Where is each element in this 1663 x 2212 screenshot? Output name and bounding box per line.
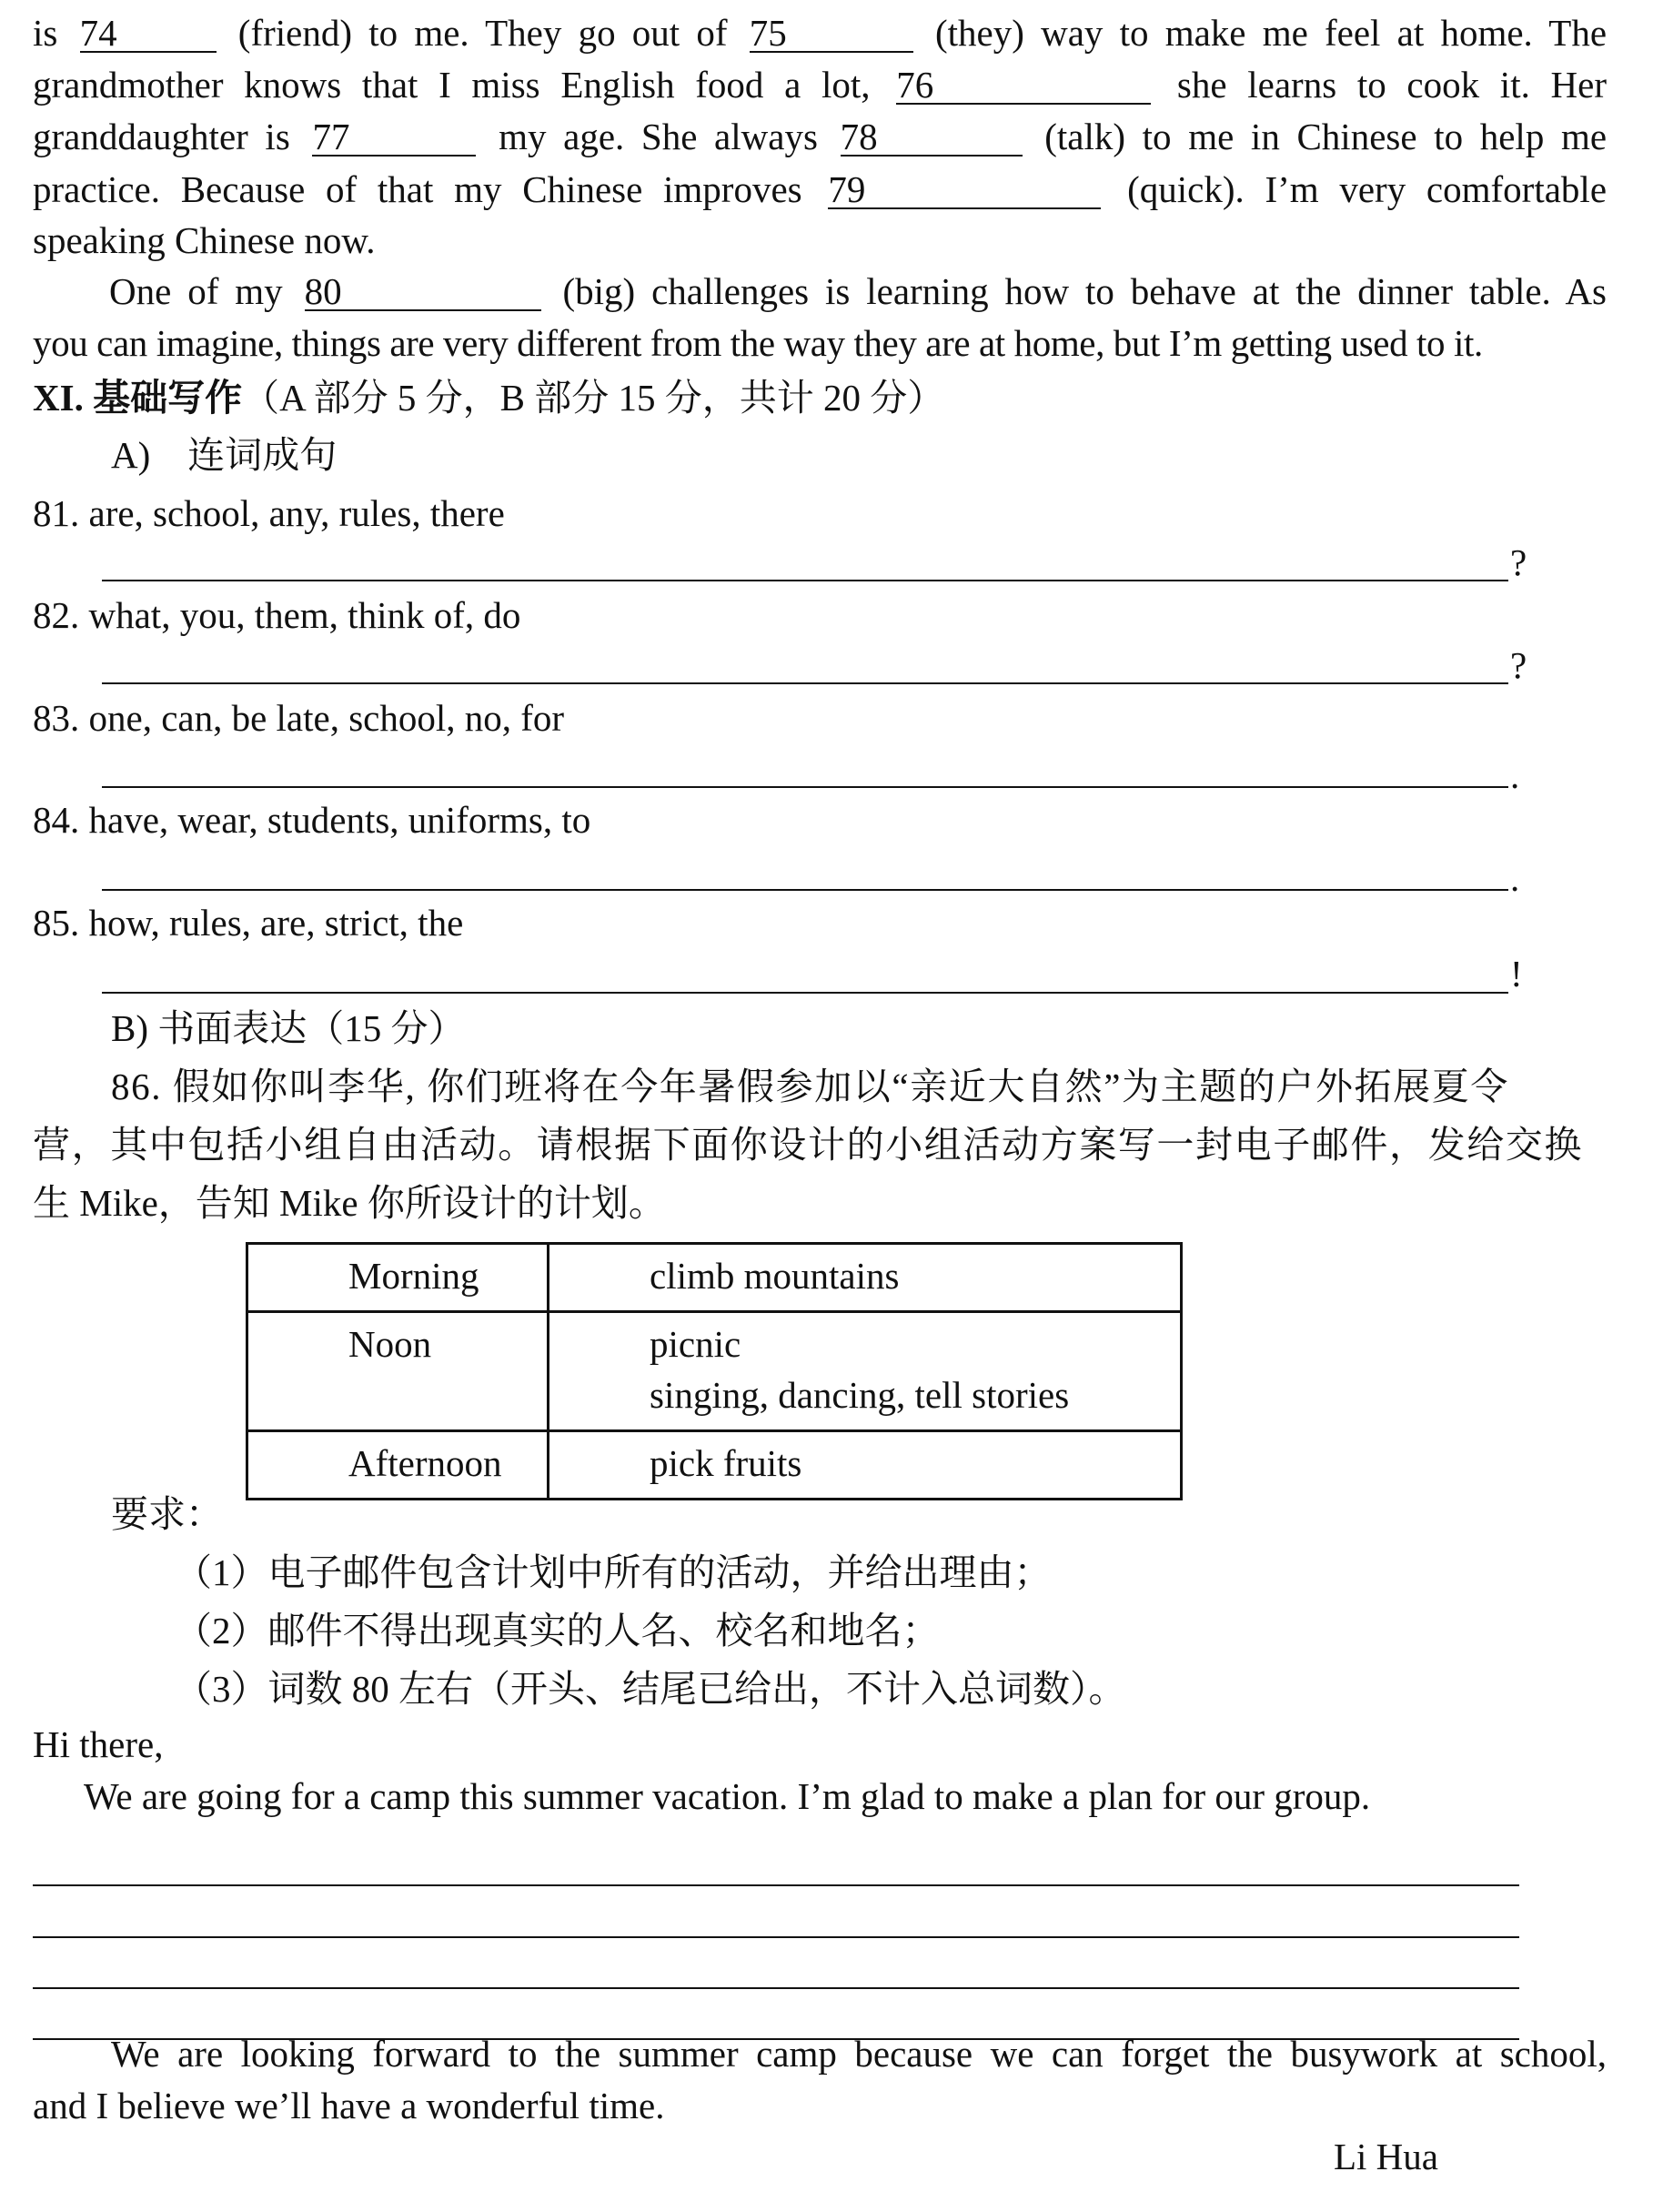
requirement-2: （2）邮件不得出现真实的人名、校名和地名；	[175, 1610, 940, 1651]
question-82: 82. what, you, them, think of, do	[33, 594, 521, 636]
answer-line-84[interactable]	[102, 889, 1508, 891]
table-row	[247, 1431, 1182, 1500]
blank-77: 77	[312, 118, 476, 157]
question-81: 81. are, school, any, rules, there	[33, 492, 505, 534]
passage-line-6	[109, 269, 1607, 313]
section-title: 基础写作	[93, 377, 243, 419]
blank-79: 79	[828, 171, 1101, 209]
letter-opening: We are going for a camp this summer vacation. I’m glad to make a plan for our group.	[84, 1775, 1371, 1817]
blank-74: 74	[80, 15, 217, 53]
plan-activity	[549, 1312, 1182, 1431]
requirements-title: 要求：	[111, 1493, 223, 1535]
part-b-heading: B) 书面表达（15 分）	[111, 1007, 466, 1049]
passage-text: (talk) to me in Chinese to help me	[1044, 116, 1608, 157]
question-84: 84. have, wear, students, uniforms, to	[33, 799, 591, 841]
plan-time: Morning	[247, 1244, 549, 1312]
answer-end-81: ?	[1510, 541, 1527, 583]
passage-text: One of my	[109, 270, 283, 312]
answer-line-83[interactable]	[102, 786, 1508, 788]
question-83: 83. one, can, be late, school, no, for	[33, 697, 565, 739]
passage-line-7: you can imagine, things are very different from the way they are at home, but I’m getting used to it.	[33, 322, 1483, 364]
requirement-3: （3）词数 80 左右（开头、结尾已给出，不计入总词数）。	[175, 1668, 1126, 1710]
question-85: 85. how, rules, are, strict, the	[33, 902, 464, 944]
passage-line-3	[33, 115, 1607, 158]
passage-line-4	[33, 167, 1607, 211]
answer-end-84: .	[1510, 857, 1520, 899]
letter-closing-1: We are looking forward to the summer camp because we can forget the busywork at school,	[111, 2033, 1607, 2075]
requirement-1: （1）电子邮件包含计划中所有的活动，并给出理由；	[175, 1551, 1052, 1593]
blank-76: 76	[896, 66, 1151, 105]
plan-time: Afternoon	[247, 1431, 549, 1500]
passage-text: (friend) to me. They go out of	[237, 12, 728, 54]
part-a-heading: A) 连词成句	[111, 434, 338, 476]
writing-line[interactable]	[33, 1936, 1519, 1938]
plan-time: Noon	[247, 1312, 549, 1431]
passage-text: is	[33, 12, 58, 54]
plan-activity: climb mountains	[549, 1244, 1182, 1312]
letter-closing-2: and I believe we’ll have a wonderful time.	[33, 2085, 665, 2126]
answer-line-82[interactable]	[102, 682, 1508, 684]
answer-line-81[interactable]	[102, 580, 1508, 581]
passage-text: practice. Because of that my Chinese improves	[33, 168, 802, 210]
letter-signature: Li Hua	[1334, 2136, 1438, 2177]
passage-text: (they) way to make me feel at home. The	[934, 12, 1608, 54]
passage-line-2	[33, 63, 1607, 106]
answer-line-85[interactable]	[102, 992, 1508, 994]
blank-78: 78	[841, 118, 1023, 157]
passage-text: (quick). I’m very comfortable	[1127, 168, 1608, 210]
passage-text: grandmother knows that I miss English food a lot,	[33, 64, 871, 106]
section-heading	[33, 376, 944, 419]
writing-line[interactable]	[33, 1987, 1519, 1989]
passage-text: (big) challenges is learning how to behave at the dinner table. As	[562, 270, 1608, 312]
table-row	[247, 1244, 1182, 1312]
plan-activity-item: picnic	[650, 1323, 741, 1365]
passage-text: she learns to cook it. Her	[1176, 64, 1607, 106]
blank-80: 80	[305, 273, 541, 311]
section-scoring: （A 部分 5 分，B 部分 15 分，共计 20 分）	[242, 377, 945, 419]
passage-line-5: speaking Chinese now.	[33, 219, 376, 261]
blank-75: 75	[750, 15, 913, 53]
letter-greeting: Hi there,	[33, 1723, 164, 1765]
answer-end-85: !	[1510, 953, 1523, 995]
task-line-1: 86. 假如你叫李华, 你们班将在今年暑假参加以“亲近大自然”为主题的户外拓展夏令	[111, 1066, 1509, 1107]
plan-activity-item: singing, dancing, tell stories	[650, 1374, 1070, 1416]
table-row	[247, 1312, 1182, 1431]
task-line-3: 生 Mike，告知 Mike 你所设计的计划。	[33, 1182, 666, 1224]
passage-text: granddaughter is	[33, 116, 290, 157]
task-line-2: 营，其中包括小组自由活动。请根据下面你设计的小组活动方案写一封电子邮件，发给交换	[33, 1124, 1583, 1166]
answer-end-82: ?	[1510, 644, 1527, 686]
writing-line[interactable]	[33, 1884, 1519, 1886]
passage-text: my age. She always	[499, 116, 818, 157]
answer-end-83: .	[1510, 754, 1520, 796]
section-number: XI.	[33, 377, 84, 419]
plan-activity: pick fruits	[549, 1431, 1182, 1500]
activity-plan-table	[246, 1242, 1183, 1500]
passage-line-1	[33, 11, 1607, 55]
